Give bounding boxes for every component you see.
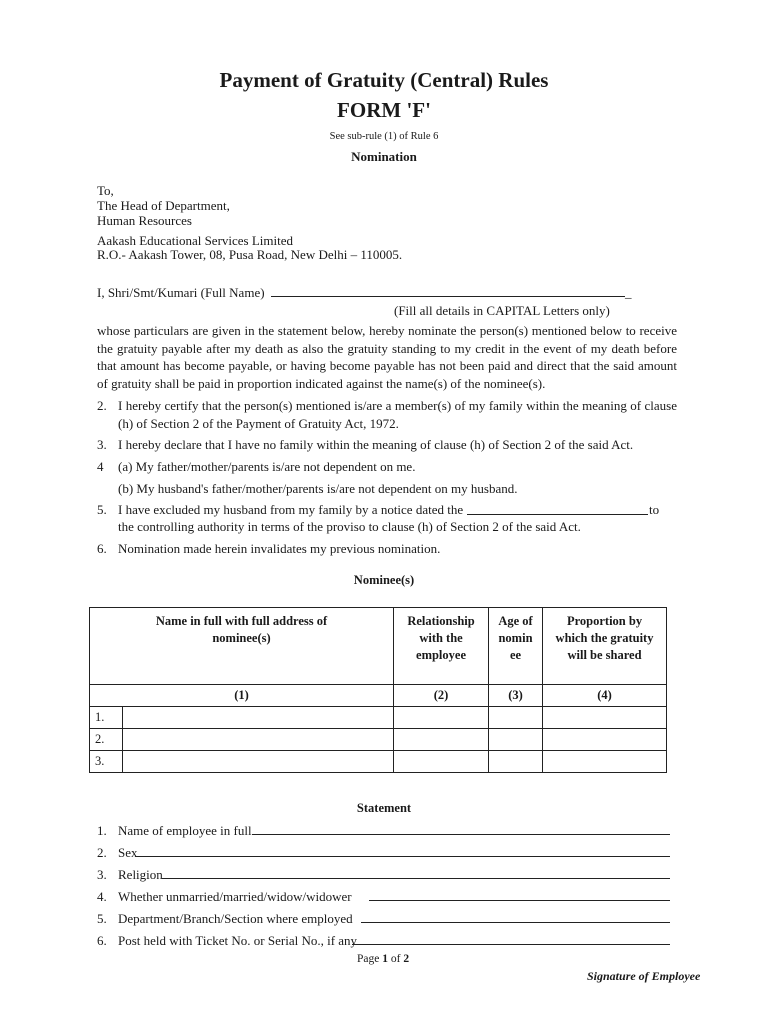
table-row <box>90 729 667 751</box>
nominee-name-cell[interactable] <box>123 729 394 751</box>
address-line-1: The Head of Department, <box>97 198 230 213</box>
item-number: 3. <box>97 867 107 882</box>
table-header-row <box>90 608 667 685</box>
nominee-proportion-cell[interactable] <box>543 707 667 729</box>
item-label: Religion <box>118 867 163 882</box>
address-to: To, <box>97 183 114 198</box>
clause-5-to: to <box>649 502 660 517</box>
page-number: Page 1 of 2 <box>357 953 410 965</box>
column-header-proportion: Proportion by which the gratuity will be shared <box>543 608 667 685</box>
clause-text: (a) My father/mother/parents is/are not dependent on me. <box>118 459 416 474</box>
item-label: Department/Branch/Section where employed <box>118 911 353 926</box>
clause-text: I hereby declare that I have no family within the meaning of clause (h) of Section 2 of the said Act. <box>118 437 634 452</box>
clause-text: (b) My husband's father/mother/parents is/are not dependent on my husband. <box>118 481 518 496</box>
column-number: (1) <box>90 685 394 707</box>
department-field[interactable] <box>361 922 670 923</box>
nominee-proportion-cell[interactable] <box>543 751 667 773</box>
item-number: 1. <box>97 823 107 838</box>
nominee-relationship-cell[interactable] <box>394 707 489 729</box>
nominee-name-cell[interactable] <box>123 751 394 773</box>
nominee-relationship-cell[interactable] <box>394 751 489 773</box>
item-number: 2. <box>97 845 107 860</box>
clause-number: 4 <box>97 459 104 474</box>
clause-number: 6. <box>97 541 107 556</box>
form-number: FORM 'F' <box>337 98 431 122</box>
column-number: (2) <box>394 685 489 707</box>
notice-date-field[interactable] <box>467 514 648 515</box>
clause-text: the controlling authority in terms of the proviso to clause (h) of Section 2 of the said Act. <box>118 519 581 534</box>
clause-number: 5. <box>97 502 107 517</box>
full-name-label: I, Shri/Smt/Kumari (Full Name) <box>97 285 265 300</box>
column-number-row <box>90 685 667 707</box>
nomination-intro-paragraph: whose particulars are given in the statement below, hereby nominate the person(s) mentioned below to receive the gratuity payable after my death as also the gratuity standing to my credit in the event of my death before that amount has become payable, or having become payable has not been paid and direct that the said amount of gratuity shall be paid in proportion indicated against the name(s) of the nominee(s). <box>97 323 677 391</box>
clause-text: I hereby certify that the person(s) mentioned is/are a member(s) of my family within the meaning of clause (h) of Section 2 of the Payment of Gratuity Act, 1972. <box>118 398 677 431</box>
form-title: Payment of Gratuity (Central) Rules <box>219 68 549 92</box>
item-label: Whether unmarried/married/widow/widower <box>118 889 352 904</box>
nominee-age-cell[interactable] <box>489 751 543 773</box>
statement-heading: Statement <box>356 801 412 815</box>
employee-name-field[interactable] <box>252 834 670 835</box>
nominees-heading: Nominee(s) <box>353 573 415 587</box>
nominee-proportion-cell[interactable] <box>543 729 667 751</box>
column-header-name: Name in full with full address of nominee(s) <box>90 608 394 685</box>
row-number: 2. <box>90 729 123 751</box>
nominee-relationship-cell[interactable] <box>394 729 489 751</box>
employee-signature-label: Signature of Employee <box>587 969 701 983</box>
nominee-age-cell[interactable] <box>489 729 543 751</box>
nominee-age-cell[interactable] <box>489 707 543 729</box>
capital-letters-note: (Fill all details in CAPITAL Letters only) <box>394 303 610 318</box>
sub-rule-reference: See sub-rule (1) of Rule 6 <box>329 131 439 142</box>
clause-text: I have excluded my husband from my family by a notice dated the <box>118 502 464 517</box>
address-office: R.O.- Aakash Tower, 08, Pusa Road, New Delhi – 110005. <box>97 247 403 262</box>
column-header-age: Age of nomin ee <box>489 608 543 685</box>
address-company: Aakash Educational Services Limited <box>97 233 294 248</box>
full-name-field[interactable] <box>271 296 625 297</box>
item-number: 5. <box>97 911 107 926</box>
sex-field[interactable] <box>135 856 670 857</box>
item-label: Post held with Ticket No. or Serial No., if any <box>118 933 358 948</box>
post-held-field[interactable] <box>352 944 670 945</box>
marital-status-field[interactable] <box>369 900 670 901</box>
section-heading-nomination: Nomination <box>351 149 417 164</box>
table-row <box>90 707 667 729</box>
table-row <box>90 751 667 773</box>
column-number: (4) <box>543 685 667 707</box>
item-number: 4. <box>97 889 107 904</box>
nominees-table <box>89 607 667 773</box>
row-number: 3. <box>90 751 123 773</box>
clause-text: Nomination made herein invalidates my previous nomination. <box>118 541 441 556</box>
item-label: Name of employee in full <box>118 823 252 838</box>
item-label: Sex <box>118 845 138 860</box>
religion-field[interactable] <box>162 878 670 879</box>
nominee-name-cell[interactable] <box>123 707 394 729</box>
item-number: 6. <box>97 933 107 948</box>
clause-number: 2. <box>97 398 107 413</box>
column-number: (3) <box>489 685 543 707</box>
full-name-trail: _ <box>625 285 632 300</box>
row-number: 1. <box>90 707 123 729</box>
column-header-relationship: Relationship with the employee <box>394 608 489 685</box>
address-line-2: Human Resources <box>97 213 192 228</box>
clause-number: 3. <box>97 437 107 452</box>
